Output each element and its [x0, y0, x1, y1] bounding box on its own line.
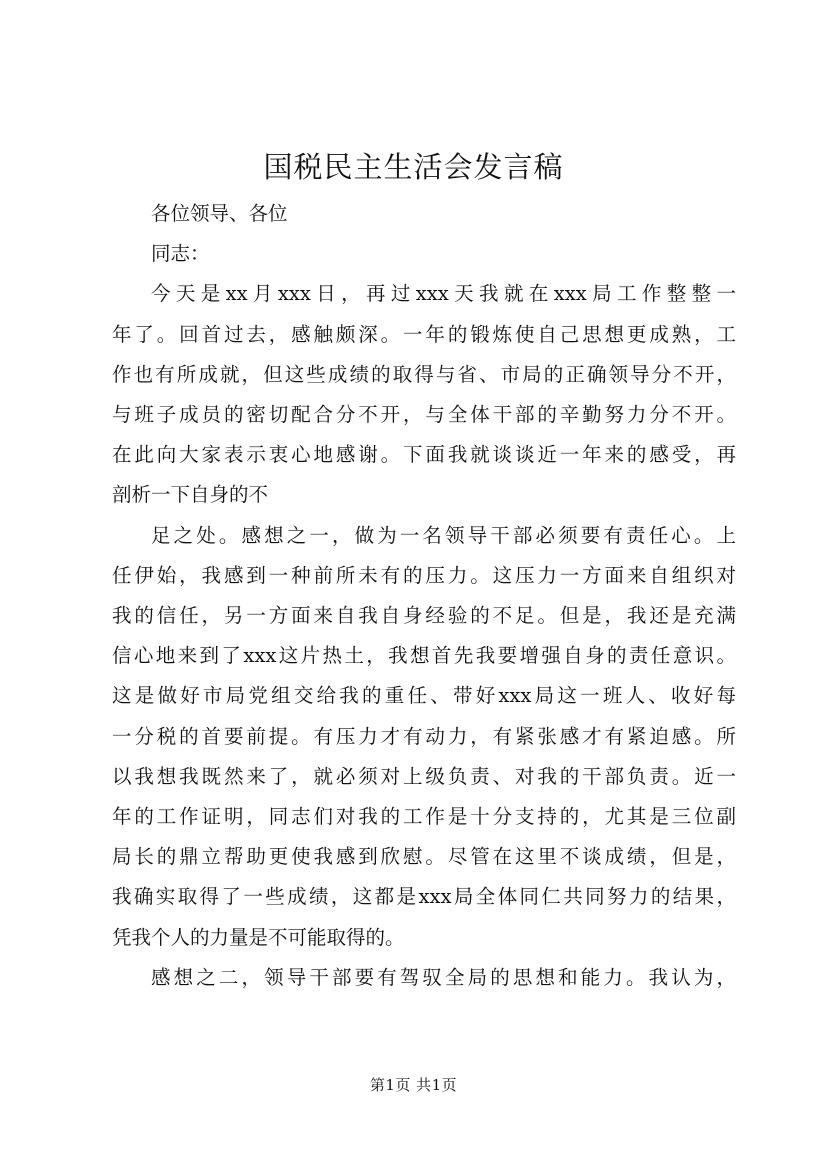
paragraph-line: 年的工作证明，同志们对我的工作是十分支持的，尤其是三位副: [112, 805, 736, 829]
paragraph-line: 一分税的首要前提。有压力才有动力，有紧张感才有紧迫感。所: [112, 724, 736, 748]
greeting-line-2: 同志：: [151, 242, 210, 266]
paragraph-line: 信心地来到了xxx这片热土，我想首先我要增强自身的责任意识。: [112, 644, 736, 668]
page-footer: 第1页 共1页: [369, 1076, 458, 1094]
paragraph-line: 与班子成员的密切配合分不开，与全体干部的辛勤努力分不开。: [112, 403, 736, 427]
document-body: [112, 194, 736, 998]
paragraph-line: 作也有所成就，但这些成绩的取得与省、市局的正确领导分不开，: [112, 362, 736, 386]
paragraph-3: [112, 958, 736, 998]
paragraph-line: 足之处。感想之一，做为一名领导干部必须要有责任心。上: [151, 523, 736, 547]
paragraph-line: 年了。回首过去，感触颇深。一年的锻炼使自己思想更成熟，工: [112, 322, 736, 346]
paragraph-line: 我的信任，另一方面来自我自身经验的不足。但是，我还是充满: [112, 604, 736, 628]
greeting-line-1: 各位领导、各位: [151, 202, 288, 225]
paragraph-line: 感想之二，领导干部要有驾驭全局的思想和能力。我认为，: [151, 965, 736, 989]
paragraph-line: 我确实取得了一些成绩，这都是xxx局全体同仁共同努力的结果，: [112, 885, 736, 909]
paragraph-line: 这是做好市局党组交给我的重任、带好xxx局这一班人、收好每: [112, 684, 736, 708]
paragraph-line: 以我想我既然来了，就必须对上级负责、对我的干部负责。近一: [112, 764, 736, 788]
paragraph-line: 今天是xx月xxx日，再过xxx天我就在xxx局工作整整一: [151, 282, 736, 306]
paragraph-line: 在此向大家表示衷心地感谢。下面我就谈谈近一年来的感受，再: [112, 443, 736, 467]
paragraph-1: [112, 274, 736, 515]
paragraph-line: 剖析一下自身的不: [112, 483, 269, 507]
paragraph-line: 凭我个人的力量是不可能取得的。: [112, 925, 405, 949]
paragraph-2: [112, 516, 736, 958]
document-title: 国税民主生活会发言稿: [263, 150, 564, 184]
paragraph-line: 局长的鼎立帮助更使我感到欣慰。尽管在这里不谈成绩，但是，: [112, 845, 736, 869]
paragraph-line: 任伊始，我感到一种前所未有的压力。这压力一方面来自组织对: [112, 563, 736, 587]
